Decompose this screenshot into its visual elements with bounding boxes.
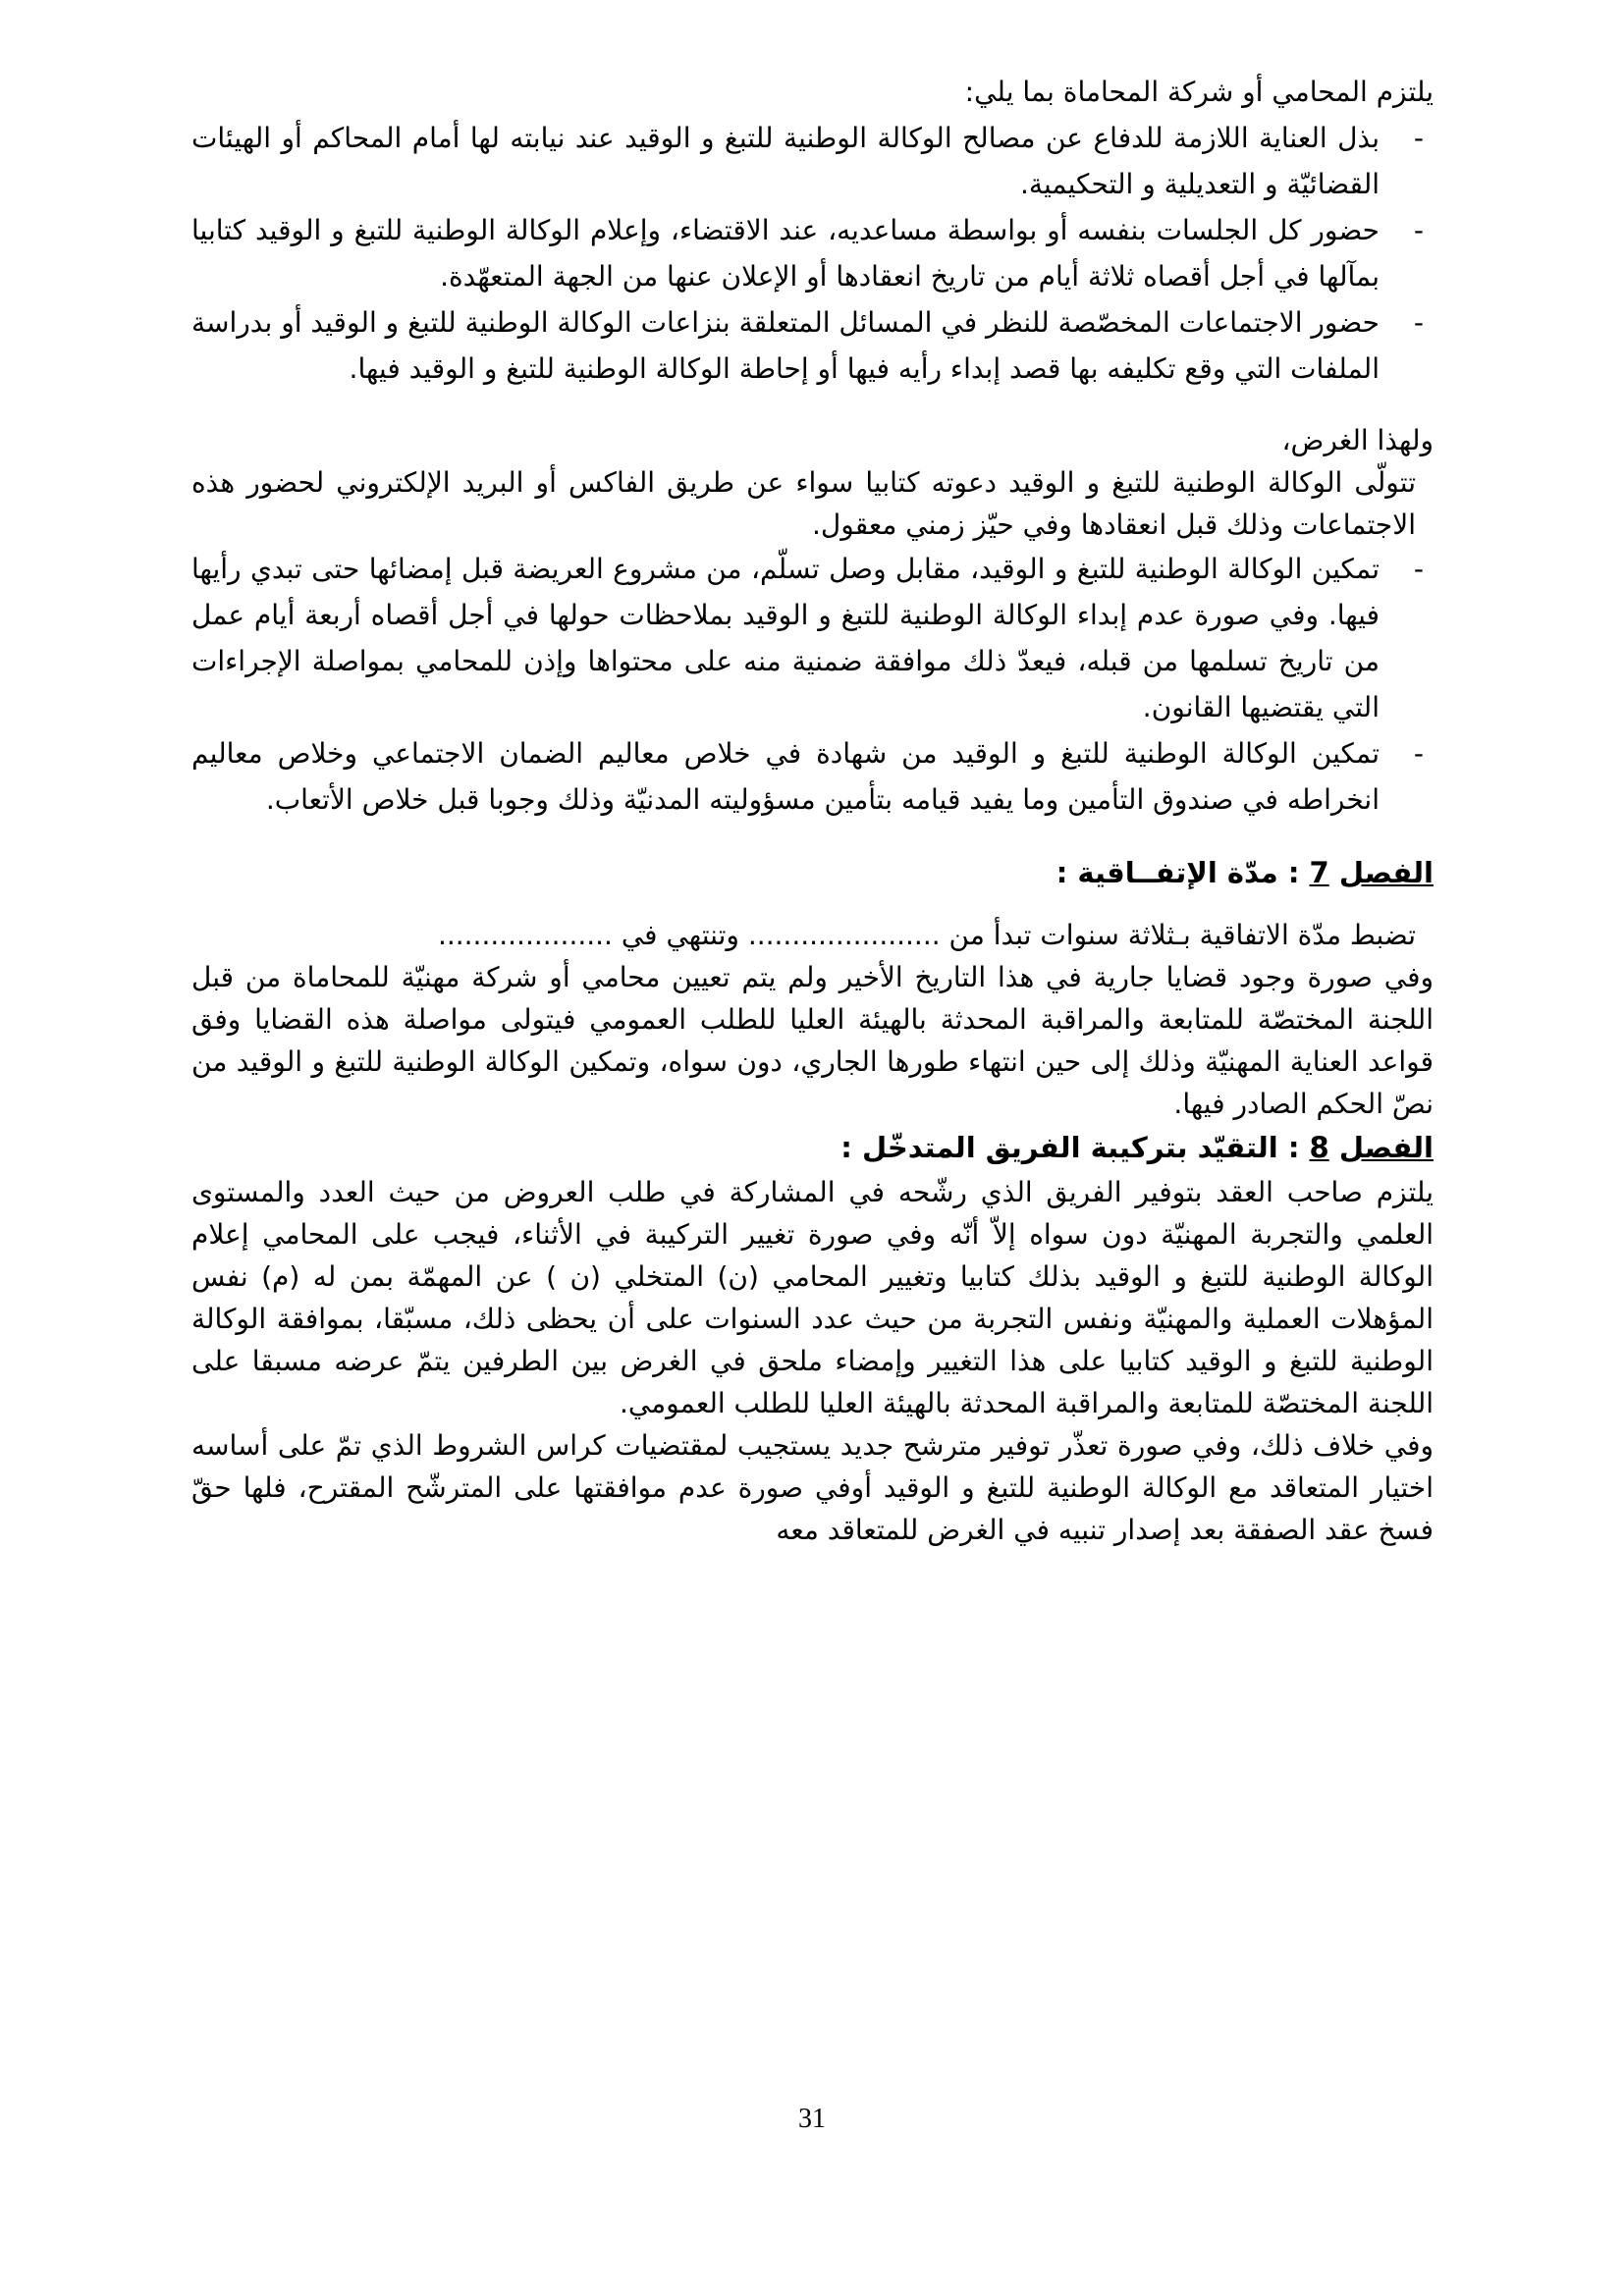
section-8-title: : التقيّد بتركيبة الفريق المتدخّل :: [840, 1131, 1300, 1164]
purpose-label: ولهذا الغرض،: [1281, 424, 1434, 456]
section-7-body: وفي صورة وجود قضايا جارية في هذا التاريخ الأخير ولم يتم تعيين محامي أو شركة مهنيّة للمحاماة من قبل اللجنة المختصّة للمتابعة والمراقبة المحدثة بالهيئة العليا للطلب العمومي فيتولى مواصلة هذه القضايا وفق قواعد العناية المهنيّة وذلك إلى حين انتهاء طورها الجاري، دون سواه، وتمكين الوكالة الوطنية للتبغ و الوقيد من نصّ الحكم الصادر فيها.: [191, 961, 1434, 1120]
section-8-prefix: الفصل: [1338, 1131, 1434, 1164]
section-8-number: 8: [1309, 1131, 1329, 1164]
list-item: [191, 299, 1434, 392]
section-7-prefix: الفصل: [1338, 856, 1434, 889]
list-item: [191, 207, 1434, 299]
list-item: [191, 546, 1434, 730]
section-7-duration: تضبط مدّة الاتفاقية بـثلاثة سنوات تبدأ من ...................... وتنتهي في ....................: [437, 919, 1416, 951]
section-8-heading: [191, 1125, 1434, 1171]
section-7-title: : مدّة الإتفــاقية :: [1056, 856, 1300, 889]
list-item: [191, 730, 1434, 823]
list-item-text: بذل العناية اللازمة للدفاع عن مصالح الوكالة الوطنية للتبغ و الوقيد عند نيابته لها أمام المحاكم أو الهيئات القضائيّة و التعديلية و التحكيمية.: [191, 122, 1380, 200]
document-page: [191, 69, 1434, 2110]
bullet-dash: -: [1413, 553, 1424, 585]
page-number: 31: [798, 2104, 826, 2134]
list-item-text: تمكين الوكالة الوطنية للتبغ و الوقيد من شهادة في خلاص معاليم الضمان الاجتماعي وخلاص معاليم انخراطه في صندوق التأمين وما يفيد قيامه بتأمين مسؤوليته المدنيّة وذلك وجوبا قبل خلاص الأتعاب.: [191, 737, 1380, 816]
section-8-paragraph-2: وفي خلاف ذلك، وفي صورة تعذّر توفير مترشح جديد يستجيب لمقتضيات كراس الشروط الذي تمّ على أساسه اختيار المتعاقد مع الوكالة الوطنية للتبغ و الوقيد أوفي صورة عدم موافقتها على المترشّح المقترح، فلها حقّ فسخ عقد الصفقة بعد إصدار تنبيه في الغرض للمتعاقد معه: [191, 1429, 1434, 1546]
obligations-list: [191, 115, 1434, 392]
list-item-text: تمكين الوكالة الوطنية للتبغ و الوقيد، مقابل وصل تسلّم، من مشروع العريضة قبل إمضائها حتى تبدي رأيها فيها. وفي صورة عدم إبداء الوكالة الوطنية للتبغ و الوقيد بملاحظات حولها في أجل أقصاه أربعة أيام عمل من تاريخ تسلمها من قبله، فيعدّ ذلك موافقة ضمنية منه على محتواها وإذن للمحامي بمواصلة الإجراءات التي يقتضيها القانون.: [191, 553, 1380, 723]
list-item-text: حضور كل الجلسات بنفسه أو بواسطة مساعديه، عند الاقتضاء، وإعلام الوكالة الوطنية للتبغ و الوقيد كتابيا بمآلها في أجل أقصاه ثلاثة أيام من تاريخ انعقادها أو الإعلان عنها من الجهة المتعهّدة.: [191, 214, 1380, 293]
bullet-dash: -: [1413, 737, 1424, 770]
list-item-text: حضور الاجتماعات المخصّصة للنظر في المسائل المتعلقة بنزاعات الوكالة الوطنية للتبغ و الوقيد أو بدراسة الملفات التي وقع تكليفه بها قصد إبداء رأيه فيها أو إحاطة الوكالة الوطنية للتبغ و الوقيد فيها.: [191, 306, 1380, 385]
obligations-list-more: [191, 546, 1434, 823]
bullet-dash: -: [1413, 122, 1424, 154]
bullet-dash: -: [1413, 306, 1424, 339]
section-8-paragraph-1: يلتزم صاحب العقد بتوفير الفريق الذي رشّحه في المشاركة في طلب العروض من حيث العدد والمستوى العلمي والتجربة المهنيّة دون سواه إلاّ أنّه وفي صورة تغيير التركيبة في الأثناء، فيجب على المحامي إعلام الوكالة الوطنية للتبغ و الوقيد بذلك كتابيا وتغيير المحامي (ن) المتخلي (ن ) عن المهمّة بمن له (م) نفس المؤهلات العملية والمهنيّة ونفس التجربة من حيث عدد السنوات على أن يحظى ذلك، مسبّقا، بموافقة الوكالة الوطنية للتبغ و الوقيد كتابيا على هذا التغيير وإمضاء ملحق في الغرض بين الطرفين يتمّ عرضه مسبقا على اللجنة المختصّة للمتابعة والمراقبة المحدثة بالهيئة العليا للطلب العمومي.: [191, 1176, 1434, 1419]
intro-text: يلتزم المحامي أو شركة المحاماة بما يلي:: [964, 76, 1434, 108]
list-item: [191, 115, 1434, 207]
section-7-heading: [191, 850, 1434, 896]
section-7-number: 7: [1309, 856, 1329, 889]
purpose-text: تتولّى الوكالة الوطنية للتبغ و الوقيد دعوته كتابيا سواء عن طريق الفاكس أو البريد الإلكتروني لحضور هذه الاجتماعات وذلك قبل انعقادها وفي حيّز زمني معقول.: [191, 466, 1416, 541]
bullet-dash: -: [1413, 214, 1424, 246]
